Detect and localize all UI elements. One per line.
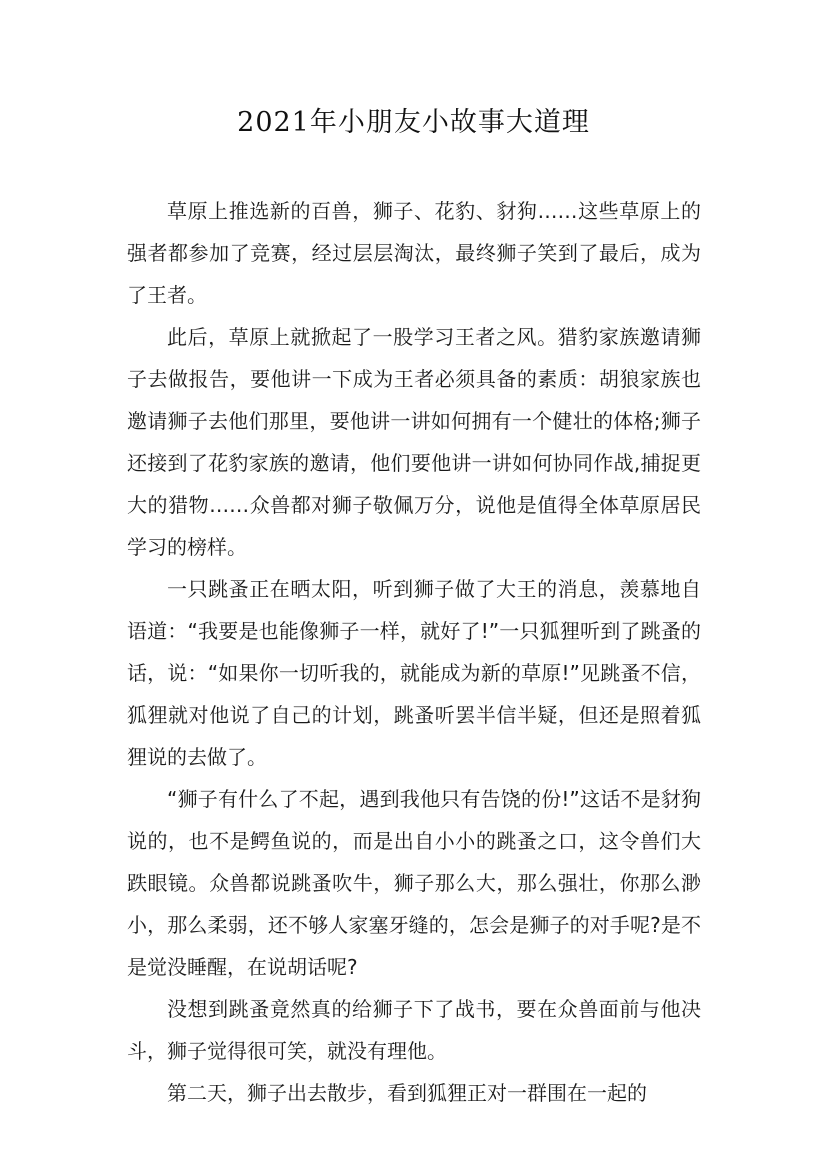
document-body xyxy=(127,190,701,1114)
paragraph: 草原上推选新的百兽，狮子、花豹、豺狗……这些草原上的强者都参加了竞赛，经过层层淘汰，最终狮子笑到了最后，成为了王者。 xyxy=(127,199,701,307)
document-title: 2021年小朋友小故事大道理 xyxy=(237,107,590,138)
paragraph: 没想到跳蚤竟然真的给狮子下了战书，要在众兽面前与他决斗，狮子觉得很可笑，就没有理他。 xyxy=(127,997,701,1063)
paragraph: “狮子有什么了不起，遇到我他只有告饶的份!”这话不是豺狗说的，也不是鳄鱼说的，而是出自小小的跳蚤之口，这令兽们大跌眼镜。众兽都说跳蚤吹牛，狮子那么大，那么强壮，你那么渺小，那么柔弱，还不够人家塞牙缝的，怎会是狮子的对手呢?是不是觉没睡醒，在说胡话呢? xyxy=(127,787,701,979)
paragraph: 第二天，狮子出去散步，看到狐狸正对一群围在一起的 xyxy=(167,1081,647,1105)
paragraph: 一只跳蚤正在晒太阳，听到狮子做了大王的消息，羡慕地自语道：“我要是也能像狮子一样，就好了!”一只狐狸听到了跳蚤的话，说：“如果你一切听我的，就能成为新的草原!”见跳蚤不信，狐狸就对他说了自己的计划，跳蚤听罢半信半疑，但还是照着狐狸说的去做了。 xyxy=(127,577,701,769)
paragraph: 此后，草原上就掀起了一股学习王者之风。猎豹家族邀请狮子去做报告，要他讲一下成为王者必须具备的素质：胡狼家族也邀请狮子去他们那里，要他讲一讲如何拥有一个健壮的体格;狮子还接到了花豹家族的邀请，他们要他讲一讲如何协同作战,捕捉更大的猎物……众兽都对狮子敬佩万分，说他是值得全体草原居民学习的榜样。 xyxy=(127,325,701,559)
